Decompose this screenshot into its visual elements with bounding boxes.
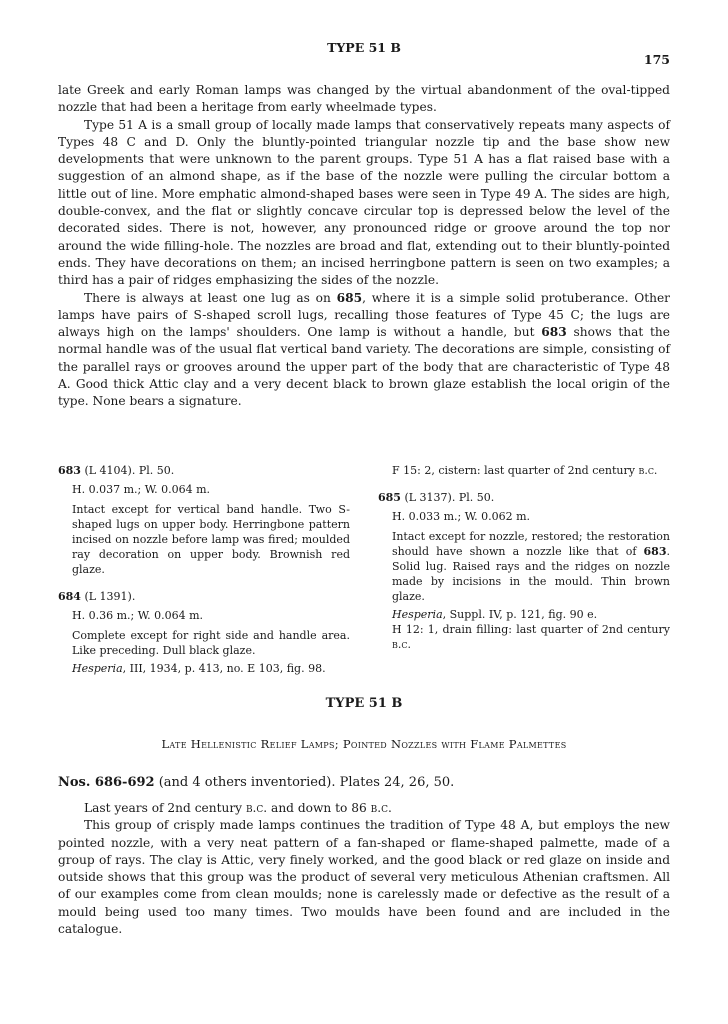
running-head-title: TYPE 51 B — [327, 40, 401, 55]
entry-header: 684 (L 1391). — [58, 590, 136, 603]
section-text — [58, 800, 670, 938]
catalogue-numbers: Nos. 686-692 (and 4 others inventoried). Plates 24, 26, 50. — [58, 775, 455, 790]
entry-context: H 12: 1, drain filling: last quarter of 2nd century b.c. — [392, 623, 670, 651]
entry-description: Intact except for vertical band handle. Two S-shaped lugs on upper body. Herringbone pattern incised on nozzle before lamp was fired; moulded ray decoration on upper body. Brownish red glaze. — [72, 503, 350, 576]
catalogue-left-column — [58, 463, 350, 676]
section-date: Last years of 2nd century b.c. and down to 86 b.c. — [84, 801, 392, 815]
entry-reference: Hesperia, Suppl. IV, p. 121, fig. 90 e. — [392, 608, 598, 621]
catalogue-entry-685 — [378, 490, 670, 652]
entry-dimensions: H. 0.037 m.; W. 0.064 m. — [72, 483, 210, 496]
catalogue-right-column — [378, 463, 670, 652]
entry-header: 683 (L 4104). Pl. 50. — [58, 464, 175, 477]
section-paragraph: This group of crisply made lamps continues the tradition of Type 48 A, but employs the new pointed nozzle, with a very neat pattern of a fan-shaped or flame-shaped palmette, made of a group of rays. The clay is Attic, very finely worked, and the good black or red glaze on inside and outside shows that this group was the product of several very meticulous Athenian craftsmen. All of our examples come from clean moulds; none is carelessly made or defective as the result of a mould being used too many times. Two moulds have been found and are included in the catalogue. — [58, 818, 670, 937]
intro-paragraph-1: late Greek and early Roman lamps was changed by the virtual abandonment of the oval-tipped nozzle that had been a heritage from early wheelmade types. — [58, 83, 670, 115]
catalogue-entry-684 — [58, 589, 350, 676]
catalogue-entry-683 — [58, 463, 350, 577]
entry-reference: Hesperia, III, 1934, p. 413, no. E 103, fig. 98. — [72, 662, 326, 675]
entry-683-context: F 15: 2, cistern: last quarter of 2nd century b.c. — [392, 464, 658, 477]
entry-description: Complete except for right side and handle area. Like preceding. Dull black glaze. — [72, 629, 350, 657]
entry-dimensions: H. 0.36 m.; W. 0.064 m. — [72, 609, 203, 622]
entry-dimensions: H. 0.033 m.; W. 0.062 m. — [392, 510, 530, 523]
intro-text — [58, 82, 670, 411]
intro-paragraph-2: Type 51 A is a small group of locally made lamps that conservatively repeats many aspects of Types 48 C and D. Only the bluntly-pointed triangular nozzle tip and the base show new developments that were unknown to the parent groups. Type 51 A has a flat raised base with a suggestion of an almond shape, as if the base of the nozzle were pulling the circular bottom a little out of line. More emphatic almond-shaped bases were seen in Type 49 A. The sides are high, double-convex, and the flat or slightly concave circular top is depressed below the level of the decorated sides. There is not, however, any pronounced ridge or groove around the top nor around the wide filling-hole. The nozzles are broad and flat, extending out to their bluntly-pointed ends. They have decorations on them; an incised herringbone pattern is seen on two examples; a third has a pair of ridges emphasizing the sides of the nozzle. — [58, 117, 670, 288]
page-number: 175 — [643, 52, 670, 67]
section-subtitle: Late Hellenistic Relief Lamps; Pointed Nozzles with Flame Palmettes — [161, 737, 567, 751]
intro-paragraph-3: There is always at least one lug as on 685, where it is a simple solid protuberance. Other lamps have pairs of S-shaped scroll lugs, recalling those features of Type 45 C; the lugs are always high on the lamps' shoulders. One lamp is without a handle, but 683 shows that the normal handle was of the usual flat vertical band variety. The decorations are simple, consisting of the parallel rays or grooves around the upper part of the body that are characteristic of Type 48 A. Good thick Attic clay and a very decent black to brown glaze establish the local origin of the type. None bears a signature. — [58, 290, 670, 409]
entry-header: 685 (L 3137). Pl. 50. — [378, 491, 495, 504]
entry-description: Intact except for nozzle, restored; the restoration should have shown a nozzle like that of 683. Solid lug. Raised rays and the ridges on nozzle made by incisions in the mould. Thin brown glaze. — [392, 530, 670, 603]
running-head — [58, 40, 670, 67]
section-title: TYPE 51 B — [325, 696, 403, 711]
